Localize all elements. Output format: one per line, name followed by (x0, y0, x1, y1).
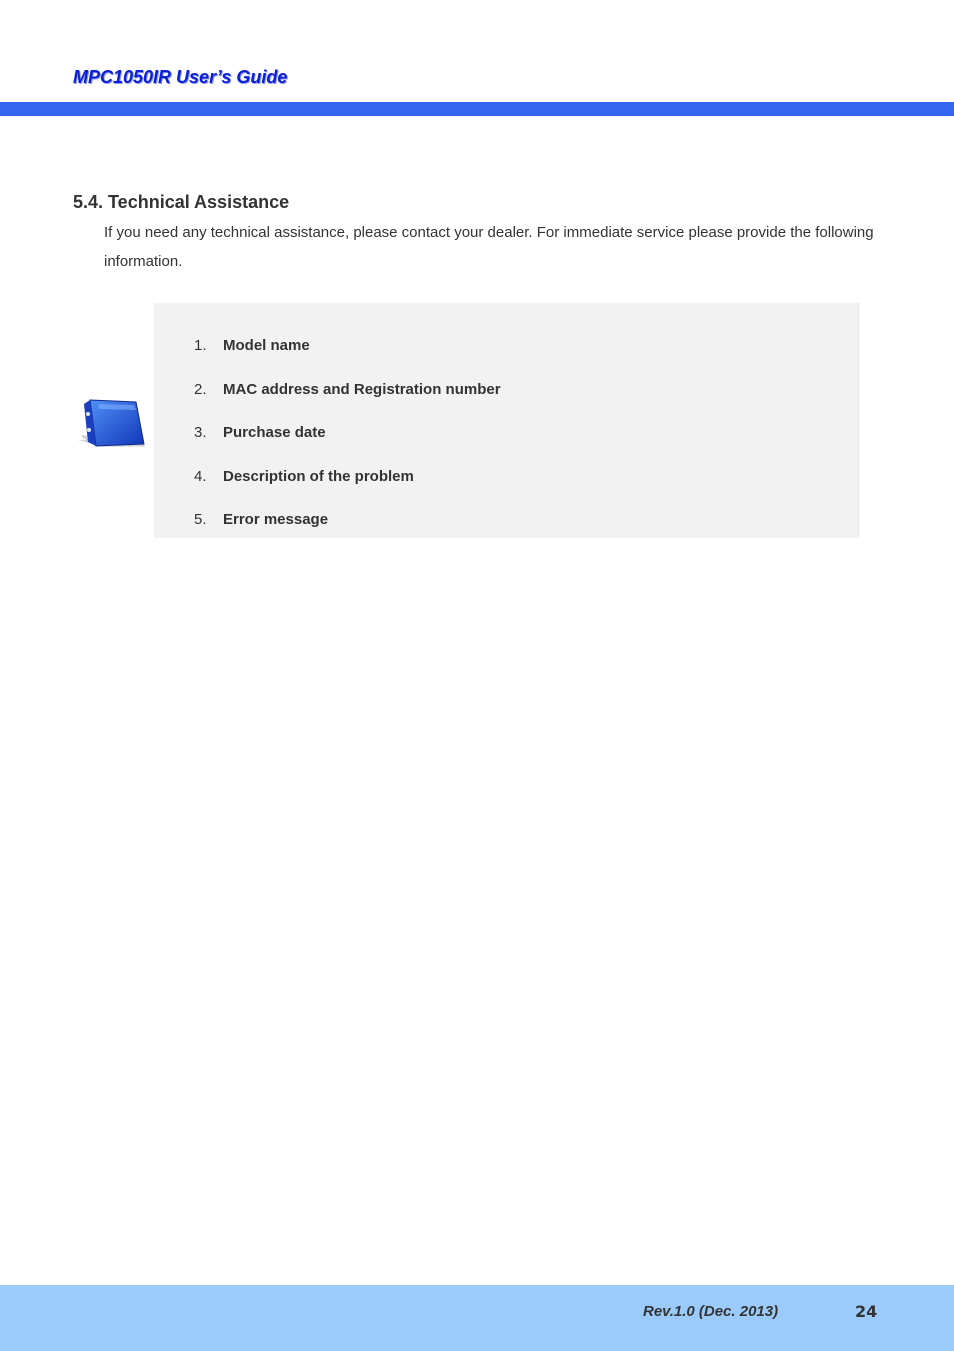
list-item (194, 368, 501, 412)
list-item (194, 455, 501, 499)
list-item-label: MAC address and Registration number (223, 380, 501, 398)
list-item-number: 4. (194, 467, 207, 485)
info-box (154, 303, 859, 538)
info-list (194, 324, 501, 542)
list-item (194, 324, 501, 368)
page-number: 24 (855, 1302, 878, 1321)
list-item-label: Error message (223, 511, 329, 529)
document-title: MPC1050IR User’s Guide (73, 67, 288, 87)
binder-icon (74, 396, 148, 452)
footer-revision: Rev.1.0 (Dec. 2013) (643, 1303, 779, 1320)
list-item-label: Model name (223, 337, 310, 355)
list-item-number: 5. (194, 511, 207, 529)
list-item (194, 411, 501, 455)
list-item-number: 2. (194, 380, 207, 398)
list-item-number: 3. (194, 424, 207, 442)
section-paragraph: If you need any technical assistance, please contact your dealer. For immediate service please provide the following information. (104, 224, 874, 270)
list-item (194, 498, 501, 542)
list-item-number: 1. (194, 337, 207, 355)
section-heading: 5.4. Technical Assistance (73, 192, 290, 212)
footer-bar (0, 1285, 954, 1351)
list-item-label: Description of the problem (223, 467, 414, 485)
list-item-label: Purchase date (223, 424, 326, 442)
header-bar (0, 102, 954, 116)
